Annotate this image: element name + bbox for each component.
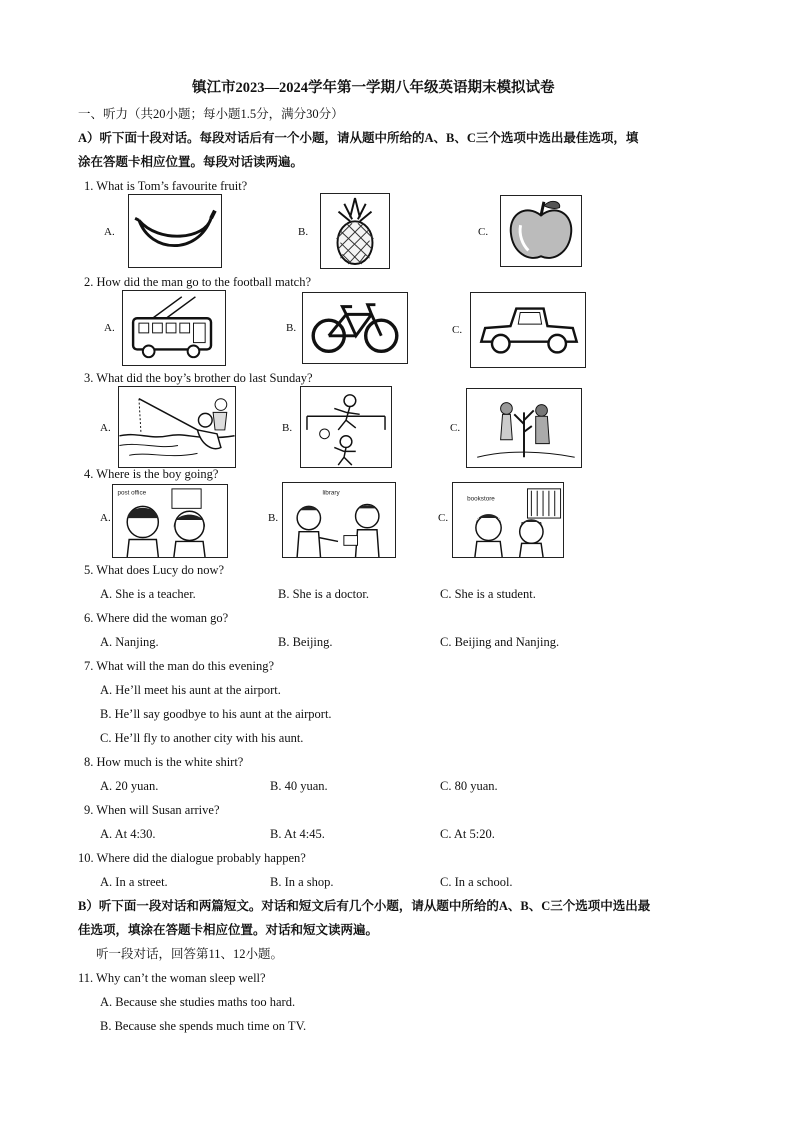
q6-option-c: C. Beijing and Nanjing. bbox=[440, 635, 560, 649]
planting-tree-icon bbox=[466, 388, 582, 468]
q2-option-b-label: B. bbox=[286, 322, 297, 334]
section-heading: 一、听力（共20小题；每小题1.5分，满分30分） bbox=[78, 107, 344, 121]
part-a-instruction-line2: 涂在答题卡相应位置。每段对话读两遍。 bbox=[78, 155, 304, 169]
library-scene bbox=[282, 482, 396, 558]
question-7-stem: 7. What will the man do this evening? bbox=[84, 659, 275, 673]
car-icon bbox=[470, 292, 586, 368]
question-3-stem: 3. What did the boy’s brother do last Sunday? bbox=[84, 371, 313, 385]
q7-option-a: A. He’ll meet his aunt at the airport. bbox=[100, 683, 281, 697]
part-b-intro: 听一段对话，回答第11、12小题。 bbox=[96, 947, 284, 961]
apple-icon bbox=[500, 195, 582, 267]
q1-option-a-label: A. bbox=[104, 226, 115, 238]
q8-option-b: B. 40 yuan. bbox=[270, 779, 328, 793]
library-caption: library bbox=[322, 489, 340, 497]
page-title: 镇江市2023—2024学年第一学期八年级英语期末模拟试卷 bbox=[192, 80, 555, 96]
question-5-stem: 5. What does Lucy do now? bbox=[84, 563, 225, 577]
bookstore-scene bbox=[452, 482, 564, 558]
post-office-caption: post office bbox=[117, 489, 147, 497]
playing-icon bbox=[300, 386, 392, 468]
q10-option-c: C. In a school. bbox=[440, 875, 513, 889]
q2-option-a-label: A. bbox=[104, 322, 115, 334]
q4-option-a-label: A. bbox=[100, 512, 111, 524]
q6-option-b: B. Beijing. bbox=[278, 635, 333, 649]
part-b-instruction-line1: B）听下面一段对话和两篇短文。对话和短文后有几个小题，请从题中所给的A、B、C三个选项中选出最 bbox=[78, 899, 651, 913]
question-2-stem: 2. How did the man go to the football match? bbox=[84, 275, 312, 289]
q11-option-b: B. Because she spends much time on TV. bbox=[100, 1019, 307, 1033]
q10-option-b: B. In a shop. bbox=[270, 875, 334, 889]
question-1-stem: 1. What is Tom’s favourite fruit? bbox=[84, 179, 248, 193]
q7-option-b: B. He’ll say goodbye to his aunt at the airport. bbox=[100, 707, 332, 721]
q3-option-c-label: C. bbox=[450, 422, 461, 434]
question-6-stem: 6. Where did the woman go? bbox=[84, 611, 229, 625]
question-4-stem: 4. Where is the boy going? bbox=[84, 467, 219, 481]
q9-option-c: C. At 5:20. bbox=[440, 827, 495, 841]
q1-option-b-label: B. bbox=[298, 226, 309, 238]
q4-option-c-label: C. bbox=[438, 512, 449, 524]
q5-option-b: B. She is a doctor. bbox=[278, 587, 369, 601]
question-8-stem: 8. How much is the white shirt? bbox=[84, 755, 244, 769]
q5-option-a: A. She is a teacher. bbox=[100, 587, 196, 601]
q1-option-c-label: C. bbox=[478, 226, 489, 238]
q7-option-c: C. He’ll fly to another city with his aunt. bbox=[100, 731, 304, 745]
part-a-instruction-line1: A）听下面十段对话。每段对话后有一个小题，请从题中所给的A、B、C三个选项中选出最佳选项，填 bbox=[78, 131, 639, 145]
q8-option-c: C. 80 yuan. bbox=[440, 779, 498, 793]
q3-option-b-label: B. bbox=[282, 422, 293, 434]
post-office-scene bbox=[112, 484, 228, 558]
question-9-stem: 9. When will Susan arrive? bbox=[84, 803, 220, 817]
question-11-stem: 11. Why can’t the woman sleep well? bbox=[78, 971, 266, 985]
bicycle-icon bbox=[302, 292, 408, 364]
bookstore-caption: bookstore bbox=[467, 495, 495, 503]
q2-option-c-label: C. bbox=[452, 324, 463, 336]
bus-icon bbox=[122, 290, 226, 366]
q9-option-b: B. At 4:45. bbox=[270, 827, 325, 841]
q8-option-a: A. 20 yuan. bbox=[100, 779, 159, 793]
fishing-icon bbox=[118, 386, 236, 468]
banana-icon bbox=[128, 194, 222, 268]
q6-option-a: A. Nanjing. bbox=[100, 635, 159, 649]
q4-option-b-label: B. bbox=[268, 512, 279, 524]
q11-option-a: A. Because she studies maths too hard. bbox=[100, 995, 296, 1009]
q5-option-c: C. She is a student. bbox=[440, 587, 536, 601]
part-b-instruction-line2: 佳选项，填涂在答题卡相应位置。对话和短文读两遍。 bbox=[78, 923, 379, 937]
pineapple-icon bbox=[320, 193, 390, 269]
q10-option-a: A. In a street. bbox=[100, 875, 168, 889]
q3-option-a-label: A. bbox=[100, 422, 111, 434]
question-10-stem: 10. Where did the dialogue probably happen? bbox=[78, 851, 306, 865]
q9-option-a: A. At 4:30. bbox=[100, 827, 156, 841]
